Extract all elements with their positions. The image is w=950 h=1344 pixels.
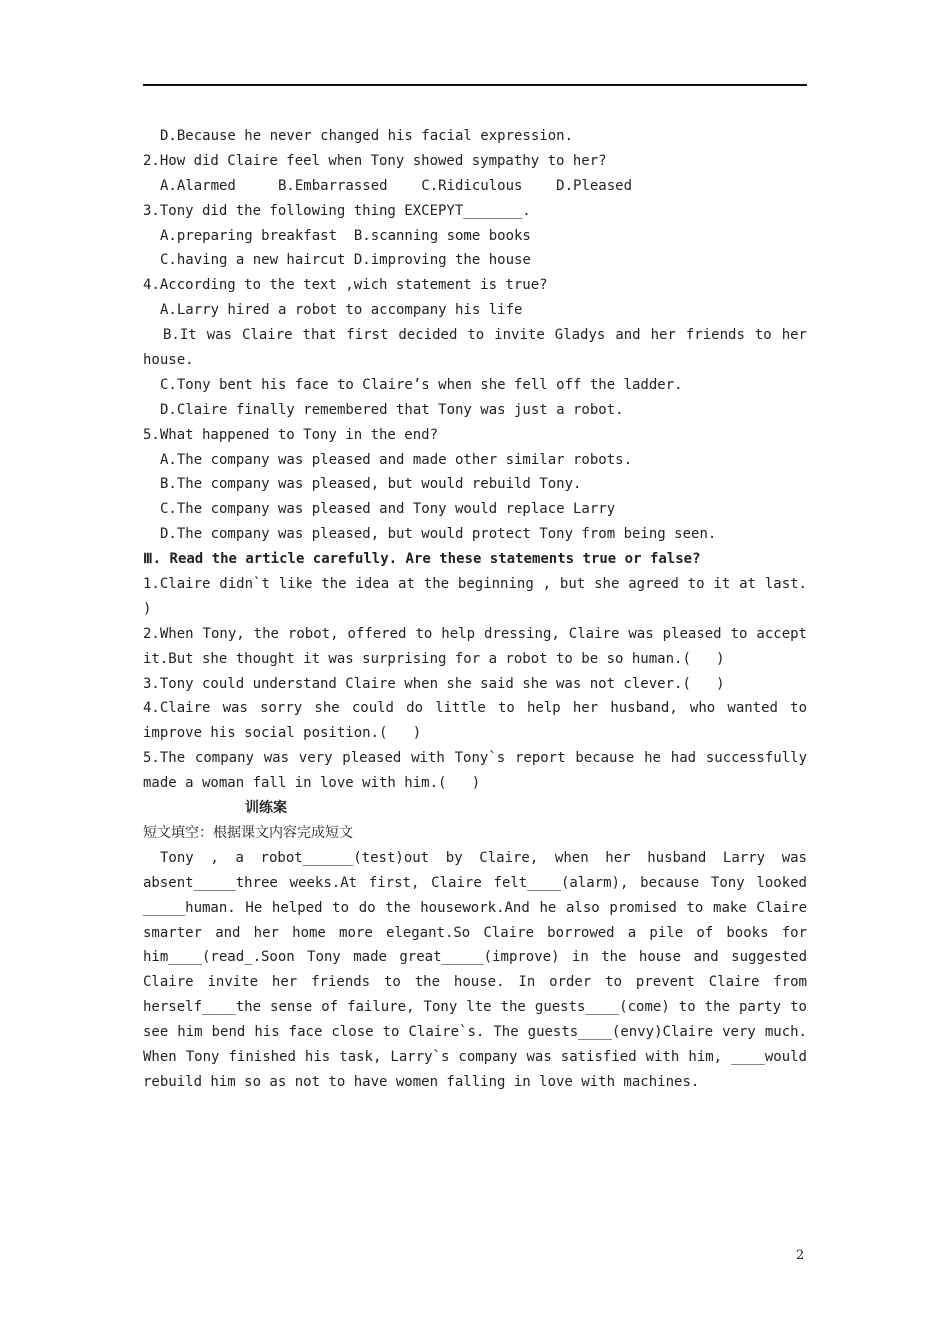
page-content [143,124,807,1095]
passage-line-7: herself____the sense of failure, Tony lte the guests____(come) to the party to [143,999,807,1016]
section-3-heading: Ⅲ. Read the article carefully. Are these statements true or false? [143,551,701,568]
training-instruction: 短文填空：根据课文内容完成短文 [143,824,353,841]
question-4-option-b-continued: house. [143,352,194,369]
statement-3: 3.Tony could understand Claire when she said she was not clever.( ) [143,675,725,692]
question-3-options-cd: C.having a new haircut D.improving the house [160,252,531,269]
question-5-option-d: D.The company was pleased, but would protect Tony from being seen. [160,526,717,543]
passage-line-4: smarter and her home more elegant.So Claire borrowed a pile of books for [143,924,807,941]
passage-line-2: absent_____three weeks.At first, Claire felt____(alarm), because Tony looked [143,874,807,891]
statement-1: 1.Claire didn`t like the idea at the beginning , but she agreed to it at last. [143,576,807,593]
question-1-option-d: D.Because he never changed his facial expression. [160,128,574,144]
statement-5: 5.The company was very pleased with Tony`s report because he had successfully [143,750,807,767]
passage-line-1: Tony , a robot______(test)out by Claire, when her husband Larry was [160,849,807,866]
page-number: 2 [796,1248,805,1263]
statement-4-continued: improve his social position.( ) [143,725,422,742]
question-5-option-c: C.The company was pleased and Tony would replace Larry [160,501,616,518]
question-4-option-a: A.Larry hired a robot to accompany his life [160,302,523,319]
passage-line-5: him____(read_.Soon Tony made great_____(improve) in the house and suggested [143,949,807,966]
statement-5-continued: made a woman fall in love with him.( ) [143,775,481,792]
question-4-option-d: D.Claire finally remembered that Tony was just a robot. [160,401,624,418]
passage-line-6: Claire invite her friends to the house. In order to prevent Claire from [143,974,807,991]
passage-line-9: When Tony finished his task, Larry`s company was satisfied with him, ____would [143,1048,807,1065]
question-3: 3.Tony did the following thing EXCEPYT_______. [143,202,531,219]
question-2-options: A.Alarmed B.Embarrassed C.Ridiculous D.Pleased [160,177,633,194]
question-2: 2.How did Claire feel when Tony showed sympathy to her? [143,152,607,169]
passage-line-3: _____human. He helped to do the housework.And he also promised to make Claire [143,899,807,916]
question-5: 5.What happened to Tony in the end? [143,426,439,443]
statement-2-continued: it.But she thought it was surprising for a robot to be so human.( ) [143,650,725,667]
question-3-options-ab: A.preparing breakfast B.scanning some books [160,227,531,244]
statement-1-continued: ) [143,600,152,617]
question-5-option-b: B.The company was pleased, but would rebuild Tony. [160,476,582,493]
question-4-option-b: B.It was Claire that first decided to invite Gladys and her friends to her [163,327,807,344]
statement-4: 4.Claire was sorry she could do little to help her husband, who wanted to [143,700,807,717]
passage-line-8: see him bend his face close to Claire`s. The guests____(envy)Claire very much. [143,1024,807,1041]
header-rule [143,84,807,86]
question-4: 4.According to the text ,wich statement is true? [143,277,548,294]
statement-2: 2.When Tony, the robot, offered to help dressing, Claire was pleased to accept [143,625,807,642]
question-4-option-c: C.Tony bent his face to Claire’s when she fell off the ladder. [160,376,683,393]
question-5-option-a: A.The company was pleased and made other similar robots. [160,451,633,468]
training-title: 训练案 [245,800,287,817]
passage-line-10: rebuild him so as not to have women falling in love with machines. [143,1073,700,1090]
